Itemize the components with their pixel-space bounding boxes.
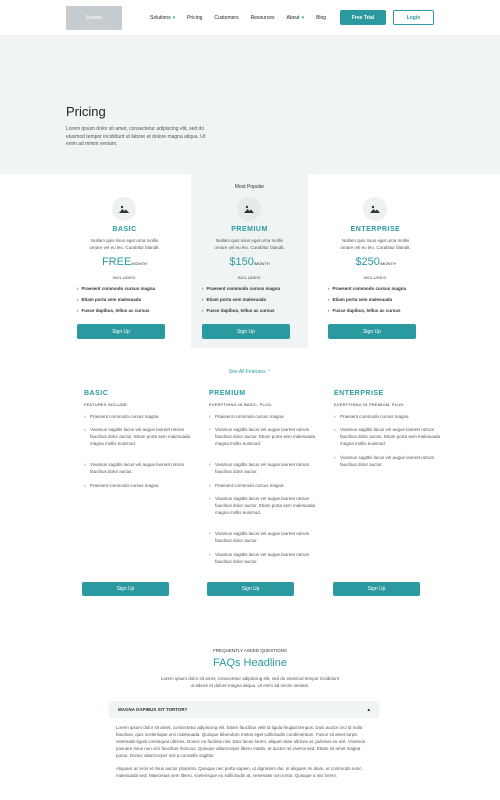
nav-customers[interactable] <box>214 15 238 21</box>
sign-up-button[interactable]: Sign Up <box>77 324 165 339</box>
image-icon <box>112 197 136 221</box>
list-item-text: Etiam porta sem malesuada <box>206 297 267 302</box>
feature-plan-name: BASIC <box>84 390 109 397</box>
plan-price <box>191 256 308 268</box>
list-item: › Praesent commodo cursus magna <box>334 414 444 421</box>
list-item <box>328 286 428 291</box>
list-item <box>77 297 177 302</box>
free-trial-button[interactable]: Free Trial <box>340 10 386 25</box>
sign-up-button[interactable]: Sign Up <box>333 582 420 596</box>
faq-answer <box>116 725 374 786</box>
hero-section <box>0 36 500 174</box>
feature-plan-name: ENTERPRISE <box>334 390 384 397</box>
nav-resources[interactable] <box>251 15 275 21</box>
plan-description: Nullam quis risus eget urna mollis ornare vel eu leo. Curabitur blandit. <box>340 238 411 250</box>
plan-includes-label: INCLUDES: <box>237 275 262 280</box>
nav-pricing-label[interactable]: Pricing <box>187 15 203 21</box>
plan-price-value: FREE <box>101 256 132 268</box>
bullet-icon: › <box>77 286 79 291</box>
plan-card-premium <box>191 174 308 348</box>
list-item: › Vivamus sagittis lacus vel augue laoreet rutrum faucibus dolor auctor. Etiam porta sem malesuada magna mollis euismod. <box>84 427 194 448</box>
image-icon <box>237 197 261 221</box>
feature-subtitle: FEATURES INCLUDE: <box>84 402 129 407</box>
nav-resources-label[interactable]: Resources <box>250 15 275 21</box>
nav-blog-label[interactable]: Blog <box>316 15 327 21</box>
plan-feature-list <box>202 286 302 319</box>
plan-name: BASIC <box>112 226 137 233</box>
site-header <box>0 0 500 36</box>
nav-pricing[interactable] <box>187 15 202 21</box>
list-item: › Praesent commodo cursus magna <box>84 414 194 421</box>
plan-price-value: $150 <box>229 256 254 268</box>
feature-column-basic <box>84 390 194 490</box>
plan-price-value: $250 <box>355 256 380 268</box>
plan-description: Nullam quis risus eget urna mollis ornare vel eu leo. Curabitur blandit. <box>214 238 285 250</box>
list-item-text: Etiam porta sem malesuada <box>332 297 393 302</box>
list-item: › Praesent commodo cursus magna <box>84 483 194 490</box>
plan-card-basic <box>66 174 183 348</box>
faq-answer-paragraph: Lorem ipsum dolor sit amet, consectetur adipiscing elit. Etiam faucibus velit id ligula feugiat tempus. Duis auctor orci id nulla faucibus, quis scelerisque orci malesuada. Quisque bibendum metus eget sollicitudin condimentum. Fusce sit amet turpis venenatis ligula consequat ultrices. Donec eu facilisis nisi. Duis lacus lorem, aliquet vitae ultrices at, pulvinar eu nisl. Vivamus posuere risus non orci faucibus rhoncus. Quisque ullamcorper libero mattis, et auctor mi viverra sed. Etiam sit amet magna purus. Donec ullamcorper nisl a convallis sagittis. <box>116 725 366 758</box>
sign-up-button[interactable]: Sign Up <box>207 582 294 596</box>
list-item <box>328 297 428 302</box>
plan-feature-list <box>328 286 428 319</box>
list-item <box>77 308 177 313</box>
list-item-text: Praesent commodo cursus magna <box>206 286 281 291</box>
faq-intro: Lorem ipsum dolor sit amet, consectetur adipiscing elit, sed do eiusmod tempor incididunt ut labore et dolore magna aliqua. Ut enim ad minim veniam. <box>160 676 340 688</box>
list-item: › Vivamus sagittis lacus vel augue laoreet rutrum faucibus dolor auctor. Etiam porta sem malesuada magna mollis euismod. <box>209 427 319 448</box>
bullet-icon: › <box>77 297 79 302</box>
plan-includes-label: INCLUDES: <box>363 275 388 280</box>
login-button[interactable]: Login <box>393 10 434 25</box>
faq-question-label: MAGNA DAPIBUS SIT TORTOR? <box>118 707 188 712</box>
see-all-features-link[interactable] <box>0 369 500 375</box>
feature-column-premium <box>209 390 319 566</box>
nav-solutions-label[interactable]: Solutions <box>150 15 171 21</box>
bullet-icon: › <box>328 286 330 291</box>
list-item-text: Praesent commodo cursus magna <box>81 286 156 291</box>
plan-price-period: /MONTH <box>253 261 270 266</box>
chevron-up-icon: ⌃ <box>266 369 272 375</box>
list-item <box>202 297 302 302</box>
plan-price-period: /MONTH <box>131 261 148 266</box>
hero-text: Lorem ipsum dolor sit amet, consectetur adipiscing elit, sed do eiusmod tempor incididunt ut labore et dolore magna aliqua. Ut enim ad minim veniam. <box>66 126 206 147</box>
plan-card-enterprise <box>317 174 434 348</box>
feature-plan-name: PREMIUM <box>209 390 246 397</box>
list-item: › Vivamus sagittis lacus vel augue laoreet rutrum faucibus dolor auctor. <box>84 462 194 476</box>
faq-headline: FAQs Headline <box>213 657 287 669</box>
list-item: › Vivamus sagittis lacus vel augue laoreet rutrum faucibus dolor auctor. Etiam porta sem malesuada magna mollis euismod. <box>334 427 444 448</box>
nav-solutions[interactable] <box>150 15 175 21</box>
list-item: › Praesent commodo cursus magna <box>209 414 319 421</box>
chevron-down-icon: ▾ <box>301 15 305 21</box>
list-item: › Vivamus sagittis lacus vel augue laoreet rutrum faucibus dolor auctor. <box>334 455 444 469</box>
list-item-text: Fusce dapibus, tellus ac cursus <box>332 308 401 313</box>
page-title: Pricing <box>66 104 106 119</box>
sign-up-button[interactable]: Sign Up <box>82 582 169 596</box>
bullet-icon: › <box>77 308 79 313</box>
sign-up-button[interactable]: Sign Up <box>202 324 290 339</box>
plan-description: Nullam quis risus eget urna mollis ornare vel eu leo. Curabitur blandit. <box>89 238 160 250</box>
list-item-text: Fusce dapibus, tellus ac cursus <box>81 308 150 313</box>
list-item: › Vivamus sagittis lacus vel augue laoreet rutrum faucibus dolor auctor. <box>209 462 319 476</box>
plan-price <box>66 256 183 268</box>
sign-up-button[interactable]: Sign Up <box>328 324 416 339</box>
list-item: › Vivamus sagittis lacus vel augue laoreet rutrum faucibus dolor auctor. <box>209 552 319 566</box>
feature-subtitle: EVERYTHING IN PREMIUM, PLUS: <box>334 402 405 407</box>
feature-list <box>209 414 319 566</box>
list-item: › Vivamus sagittis lacus vel augue laoreet rutrum faucibus dolor auctor. Etiam porta sem malesuada magna mollis euismod. <box>209 496 319 517</box>
plan-feature-list <box>77 286 177 319</box>
list-item-text: Fusce dapibus, tellus ac cursus <box>206 308 275 313</box>
faq-answer-paragraph: Aliquam ac eros et risus auctor pharetra. Quisque nec porta sapien, ut dignissim dui. In aliquam mi diam, et commodo nunc malesuada sed. Maecenas sem libero, scelerisque eu sollicitudin at, venenatis non tortor. Quisque a nisi lorem. <box>116 765 362 778</box>
feature-list <box>334 414 444 469</box>
plan-price <box>317 256 434 268</box>
feature-subtitle: EVERYTHING IN BASIC, PLUS: <box>209 402 273 407</box>
bullet-icon: › <box>328 308 330 313</box>
feature-column-enterprise <box>334 390 444 469</box>
image-icon <box>363 197 387 221</box>
list-item <box>328 308 428 313</box>
plan-name: ENTERPRISE <box>350 226 401 233</box>
nav-customers-label[interactable]: Customers <box>214 15 239 21</box>
nav-about[interactable] <box>286 15 304 21</box>
list-item <box>77 286 177 291</box>
bullet-icon: › <box>328 297 330 302</box>
see-all-features-label[interactable]: See All Features <box>228 369 266 375</box>
bullet-icon: › <box>202 297 204 302</box>
nav-about-label[interactable]: About <box>286 15 300 21</box>
faq-question-toggle[interactable] <box>109 701 379 718</box>
nav-blog[interactable] <box>316 15 326 21</box>
chevron-down-icon: ▾ <box>172 15 176 21</box>
plan-price-period: /MONTH <box>379 261 396 266</box>
list-item: › Praesent commodo cursus magna <box>209 483 319 490</box>
caret-up-icon: ▴ <box>367 706 370 713</box>
faq-eyebrow: FREQUENTLY ASKED QUESTIONS <box>213 648 287 653</box>
bullet-icon: › <box>202 286 204 291</box>
plan-name: PREMIUM <box>231 226 268 233</box>
list-item <box>202 308 302 313</box>
bullet-icon: › <box>202 308 204 313</box>
list-item: › Vivamus sagittis lacus vel augue laoreet rutrum faucibus dolor auctor. <box>209 531 319 545</box>
logo[interactable]: Envato <box>66 6 122 30</box>
most-popular-label: Most Popular <box>234 184 265 190</box>
main-nav <box>150 15 338 21</box>
list-item <box>202 286 302 291</box>
list-item-text: Etiam porta sem malesuada <box>81 297 142 302</box>
feature-list <box>84 414 194 490</box>
plan-includes-label: INCLUDES: <box>112 275 137 280</box>
list-item-text: Praesent commodo cursus magna <box>332 286 407 291</box>
